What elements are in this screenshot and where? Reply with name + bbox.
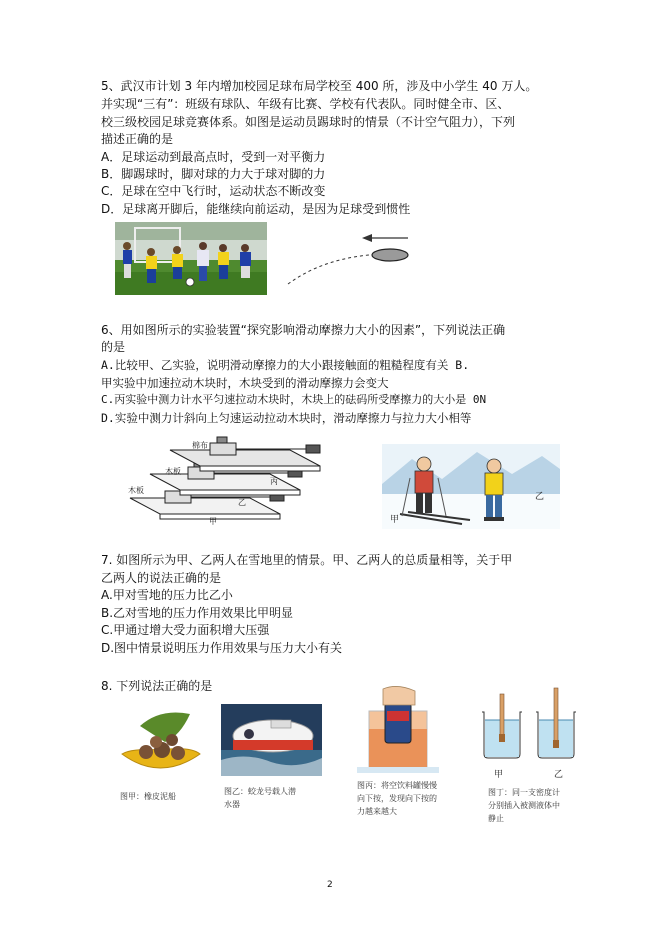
label-muban-1: 木板 (165, 467, 181, 476)
q6-option-c: C.丙实验中测力计水平匀速拉动木块时，木块上的砝码所受摩擦力的大小是 0N (101, 393, 487, 406)
q6-option-d: D.实验中测力计斜向上匀速运动拉动木块时，滑动摩擦力与拉力大小相等 (101, 411, 472, 425)
submersible-photo (221, 704, 322, 776)
beaker-yi (536, 688, 576, 758)
hydrometer-beakers-diagram (480, 684, 580, 760)
q7-option-b: B.乙对雪地的压力作用效果比甲明显 (101, 606, 294, 620)
q6-option-b: 甲实验中加速拉动木块时，木块受到的滑动摩擦力会变大 (101, 376, 389, 390)
q7-line: 7. 如图所示为甲、乙两人在雪地里的情景。甲、乙两人的总质量相等，关于甲 (101, 553, 513, 567)
ball-icon (372, 249, 408, 261)
q7-option-c: C.甲通过增大受力面积增大压强 (101, 623, 270, 637)
q5-line: 5、武汉市计划 3 年内增加校园足球布局学校至 400 所，涉及中小学生 40 万人。 (101, 79, 538, 93)
beaker-label-yi: 乙 (554, 770, 564, 780)
q7-line: 乙两人的说法正确的是 (101, 571, 222, 585)
beaker-label-jia: 甲 (494, 770, 504, 780)
caption-jia: 图甲：橡皮泥船 (120, 792, 176, 801)
label-mianbu: 棉布 (192, 441, 208, 450)
snow-label-jia: 甲 (390, 515, 400, 525)
label-muban-2: 木板 (128, 486, 144, 495)
beaker-jia (482, 694, 522, 758)
friction-apparatus-diagram (120, 436, 328, 528)
label-jia: 甲 (209, 517, 217, 526)
q5-option-b: B．脚踢球时，脚对球的力大于球对脚的力 (101, 167, 326, 181)
soccer-ball (186, 278, 194, 286)
label-bing: 丙 (270, 477, 278, 486)
ball-trajectory-diagram (286, 226, 426, 286)
q5-option-d: D．足球离开脚后，能继续向前运动，是因为足球受到惯性 (101, 202, 411, 216)
snow-label-yi: 乙 (535, 492, 545, 502)
q5-line: 并实现“三有”：班级有球队、年级有比赛、学校有代表队。同时健全市、区、 (101, 97, 510, 111)
q6-line: 6、用如图所示的实验装置“探究影响滑动摩擦力大小的因素”，下列说法正确 (101, 323, 506, 337)
q6-option-a: A.比较甲、乙实验，说明滑动摩擦力的大小跟接触面的粗糙程度有关 B. (101, 358, 470, 372)
q8-title: 8. 下列说法正确的是 (101, 679, 213, 693)
page-number: 2 (327, 880, 333, 890)
can-in-water-photo (357, 685, 439, 773)
snow-scene-illustration (382, 444, 560, 529)
caption-bing: 图丙：将空饮料罐慢慢 向下按，发现向下按的 力越来越大 (357, 781, 437, 816)
caption-ding: 图丁：同一支密度计 分别插入被测液体中 静止 (488, 788, 560, 823)
label-yi: 乙 (238, 498, 246, 507)
q7-option-d: D.图中情景说明压力作用效果与压力大小有关 (101, 641, 343, 655)
clay-boat-photo (120, 706, 202, 778)
q5-option-c: C．足球在空中飞行时，运动状态不断改变 (101, 184, 326, 198)
q7-option-a: A.甲对雪地的压力比乙小 (101, 588, 233, 602)
q5-option-a: A．足球运动到最高点时，受到一对平衡力 (101, 150, 326, 164)
q6-line: 的是 (101, 340, 126, 354)
caption-yi: 图乙：蛟龙号载人潜 水器 (224, 787, 296, 809)
q5-line: 描述正确的是 (101, 132, 174, 146)
soccer-photo (115, 222, 267, 295)
q5-line: 校三级校园足球竞赛体系。如图是运动员踢球时的情景（不计空气阻力），下列 (101, 115, 516, 129)
